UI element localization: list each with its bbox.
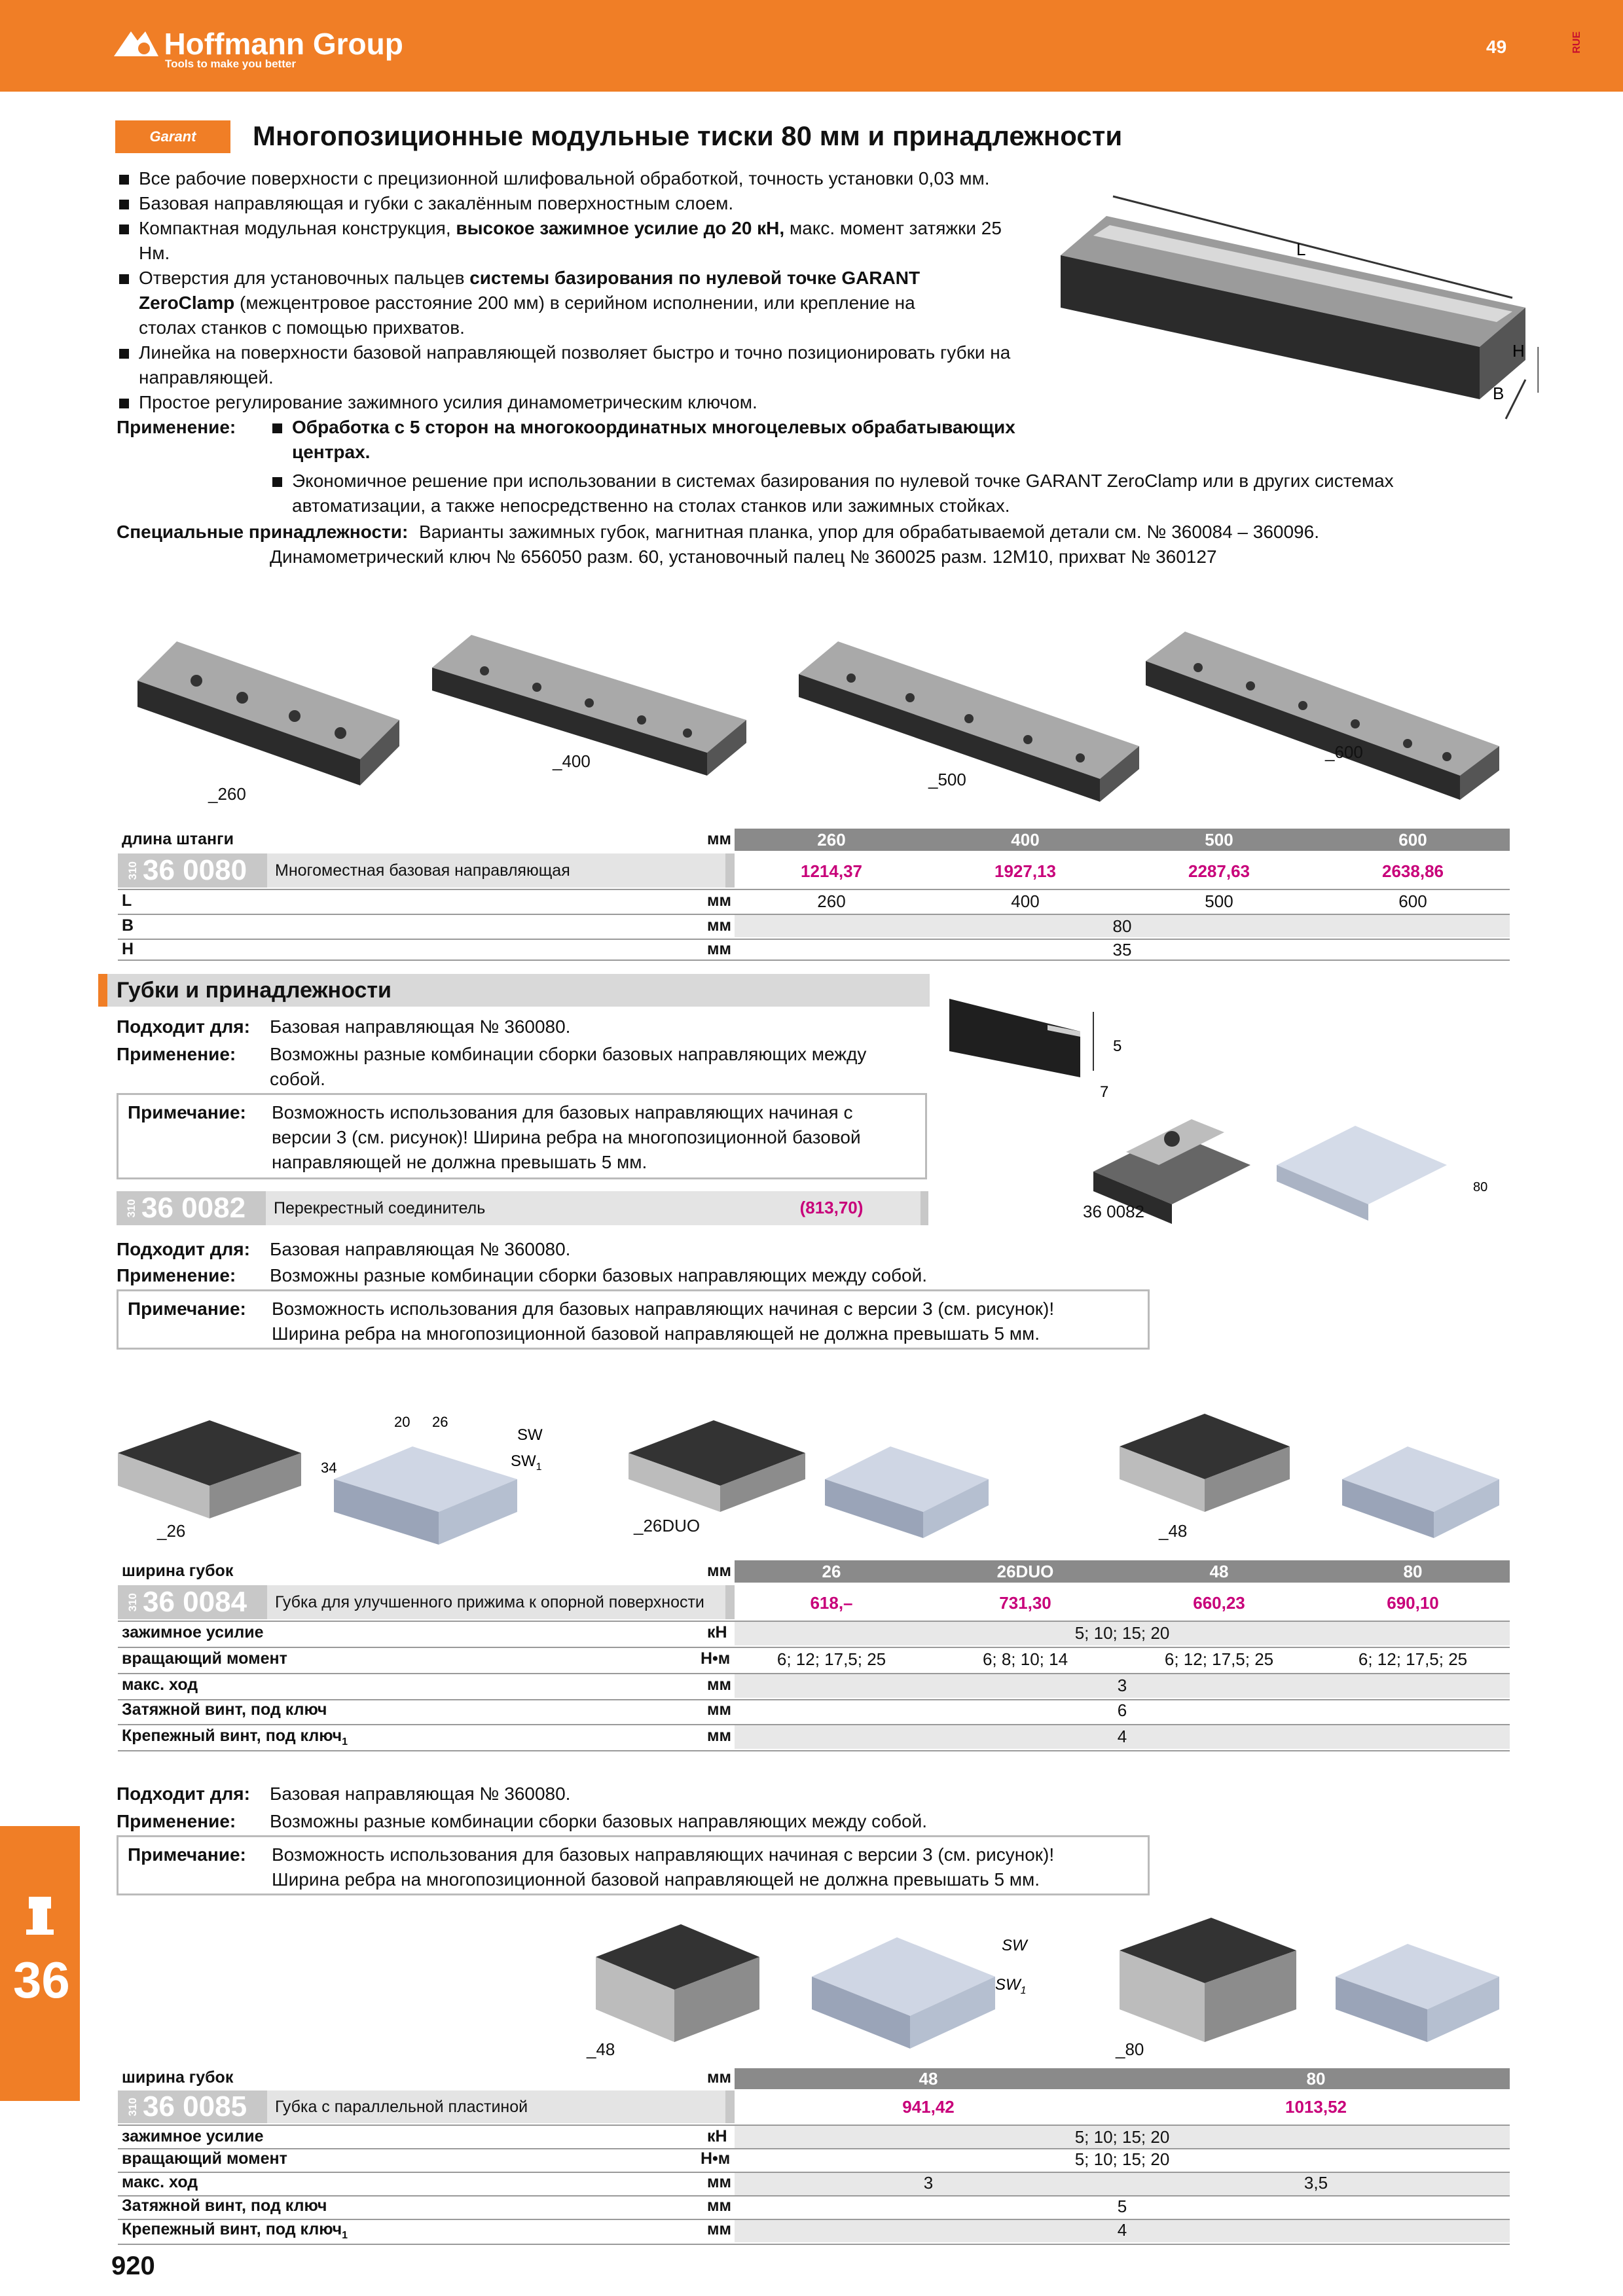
- unit: мм: [707, 2068, 731, 2087]
- article-code-box: [118, 853, 735, 888]
- unit: мм: [707, 940, 731, 958]
- cell: 80: [1112, 916, 1132, 936]
- note-box: [117, 1835, 1150, 1895]
- application-text: Возможны разные комбинации сборки базовых направляющих между собой.: [270, 1044, 867, 1089]
- unit: мм: [707, 1676, 731, 1694]
- dim-26: 26: [432, 1414, 448, 1430]
- dim-34: 34: [321, 1460, 337, 1476]
- hoffmann-logo-icon: [111, 27, 161, 60]
- dim-5: 5: [1113, 1037, 1122, 1055]
- cell: 260: [817, 891, 846, 911]
- cell: 6: [1117, 1700, 1127, 1720]
- article-prefix: 310: [126, 861, 139, 880]
- article-number: 36 0080: [143, 854, 247, 886]
- cell: 400: [1011, 891, 1040, 911]
- note-box: [117, 1289, 1150, 1350]
- cell: 4: [1117, 1727, 1127, 1746]
- row-label: макс. ход: [122, 2173, 198, 2191]
- unit: мм: [707, 891, 731, 910]
- table-360080: [118, 829, 1510, 960]
- dim-l: L: [1296, 240, 1306, 259]
- dim-h: H: [1512, 341, 1525, 361]
- note-label: Примечание:: [128, 1299, 246, 1319]
- note-text: Возможность использования для базовых направляющих начиная с версии 3 (см. рисунок)!: [272, 1844, 1055, 1865]
- feature-item: Отверстия для установочных пальцев системы базирования по нулевой точке GARANT ZeroClamp (межцентровое расстояние 200 мм) в серийном исполнении, или крепление на столах станков с помощью прихватов.: [117, 266, 968, 340]
- rail-caption: _260: [208, 784, 246, 804]
- article-prefix: 310: [126, 1592, 139, 1612]
- article-description: Многоместная базовая направляющая: [267, 853, 725, 888]
- unit: мм: [707, 2173, 731, 2191]
- price: 618,–: [810, 1593, 853, 1613]
- row-label: вращающий момент: [122, 2149, 287, 2168]
- column-header: 500: [1205, 829, 1233, 850]
- column-header: 80: [1306, 2068, 1326, 2089]
- row-label: B: [122, 916, 134, 935]
- column-header: 48: [919, 2068, 938, 2089]
- fits-text: Базовая направляющая № 360080.: [270, 1239, 571, 1259]
- price: 1214,37: [801, 861, 862, 881]
- parallel-jaw-48-drawing: [799, 1918, 1048, 2062]
- row-label: L: [122, 891, 132, 910]
- footer-page-number: 920: [111, 2251, 155, 2280]
- unit: мм: [707, 830, 731, 848]
- unit: мм: [707, 1562, 731, 1580]
- row-label: зажимное усилие: [122, 1623, 264, 1641]
- feature-item: Базовая направляющая и губки с закалённым поверхностным слоем.: [117, 191, 1053, 216]
- application-label: Применение:: [117, 1265, 236, 1285]
- note-label: Примечание:: [128, 1102, 246, 1122]
- application-text: Возможны разные комбинации сборки базовых направляющих между собой.: [270, 1811, 928, 1831]
- special-line: Варианты зажимных губок, магнитная планка, упор для обрабатываемой детали см. № 360084 – 360096.: [419, 522, 1319, 542]
- cell: 3: [1117, 1676, 1127, 1695]
- cell: 3,5: [1304, 2173, 1328, 2193]
- fits-label: Подходит для:: [117, 1784, 250, 1804]
- cell: 6; 12; 17,5; 25: [1358, 1649, 1468, 1669]
- row-label: Крепежный винт, под ключ$_1$: [122, 2220, 348, 2241]
- application-label: Применение:: [117, 417, 236, 437]
- article-number: 36 0082: [141, 1192, 246, 1224]
- price: 2638,86: [1382, 861, 1444, 881]
- column-header: 400: [1011, 829, 1040, 850]
- column-header: 260: [817, 829, 846, 850]
- application-list: [270, 415, 1394, 518]
- table-360084: [118, 1560, 1510, 1750]
- column-header: 26: [822, 1561, 841, 1581]
- table-head-label: ширина губок: [122, 1562, 234, 1580]
- special-accessories-label: Специальные принадлежности:: [117, 522, 409, 542]
- hoffmann-logo: [111, 26, 403, 71]
- feature-item: Линейка на поверхности базовой направляющей позволяет быстро и точно позиционировать губки на направляющей.: [117, 340, 1053, 390]
- image-caption: 36 0082: [1083, 1202, 1144, 1221]
- price: 2287,63: [1188, 861, 1250, 881]
- article-number: 36 0084: [143, 1586, 247, 1618]
- price: 1927,13: [994, 861, 1056, 881]
- jaw-26duo-drawing: [818, 1420, 995, 1545]
- article-code-box: [118, 1585, 735, 1619]
- dim-7: 7: [1100, 1083, 1109, 1101]
- cell: 5; 10; 15; 20: [1074, 1623, 1170, 1643]
- cell: 4: [1117, 2220, 1127, 2240]
- cell: 600: [1398, 891, 1427, 911]
- page-title: Многопозиционные модульные тиски 80 мм и принадлежности: [253, 120, 1123, 151]
- unit: мм: [707, 916, 731, 935]
- unit: кН: [707, 1623, 727, 1641]
- jaw-caption: _80: [1116, 2039, 1144, 2059]
- sw-label: SW: [517, 1426, 543, 1444]
- application-text: Возможны разные комбинации сборки базовых направляющих между собой.: [270, 1265, 928, 1285]
- unit: Н•м: [701, 1649, 731, 1668]
- cell: 500: [1205, 891, 1233, 911]
- sw1-label: $SW_1$: [511, 1452, 542, 1473]
- jaw-26duo-image: [622, 1414, 812, 1518]
- unit: мм: [707, 2220, 731, 2238]
- rail-260-image: [124, 622, 412, 805]
- column-header: 48: [1209, 1561, 1229, 1581]
- cell: 6; 8; 10; 14: [982, 1649, 1068, 1669]
- cell: 3: [923, 2173, 934, 2193]
- jaw-caption: _48: [1159, 1521, 1188, 1541]
- chapter-number: 36: [13, 1951, 70, 2009]
- brand-name: Hoffmann Group: [164, 27, 403, 61]
- parallel-jaw-80-image: [1113, 1911, 1303, 2055]
- jaw-48-image: [1113, 1407, 1296, 1525]
- application-label: Применение:: [117, 1811, 236, 1831]
- dim-20: 20: [394, 1414, 410, 1430]
- note-text: Возможность использования для базовых направляющих начиная с версии 3 (см. рисунок)!: [272, 1299, 1055, 1319]
- jaw-caption: _48: [587, 2039, 615, 2059]
- cell: 35: [1112, 940, 1132, 960]
- row-label: Крепежный винт, под ключ$_1$: [122, 1727, 348, 1748]
- table-header: [735, 829, 1510, 851]
- sw1-label: $SW_1$: [995, 1976, 1027, 1996]
- article-number: 36 0085: [143, 2090, 247, 2123]
- jaw-caption: _26: [157, 1521, 186, 1541]
- feature-item: Все рабочие поверхности с прецизионной шлифовальной обработкой, точность установки 0,03 мм.: [117, 166, 1053, 191]
- section-title: Губки и принадлежности: [98, 974, 930, 1007]
- fits-text: Базовая направляющая № 360080.: [270, 1784, 571, 1804]
- note-label: Примечание:: [128, 1844, 246, 1865]
- row-label: вращающий момент: [122, 1649, 287, 1668]
- cell: 5; 10; 15; 20: [1074, 2149, 1170, 2169]
- sw-label: SW: [1002, 1937, 1027, 1954]
- dim-b: B: [1493, 384, 1504, 403]
- unit: мм: [707, 2197, 731, 2215]
- unit: мм: [707, 1700, 731, 1719]
- article-description: Губка с параллельной пластиной: [267, 2090, 725, 2123]
- price: 690,10: [1387, 1593, 1439, 1613]
- table-header: [735, 2068, 1510, 2089]
- article-description: Перекрестный соединитель: [266, 1191, 921, 1225]
- row-label: H: [122, 940, 134, 958]
- cell: 6; 12; 17,5; 25: [776, 1649, 886, 1669]
- rail-600-image: [1139, 628, 1506, 805]
- rail-caption: _600: [1325, 742, 1363, 762]
- application-item: Обработка с 5 сторон на многокоординатных многоцелевых обрабатывающих центрах.: [270, 415, 1082, 465]
- table-header: [735, 1560, 1510, 1583]
- fits-label: Подходит для:: [117, 1016, 250, 1037]
- feature-list: [117, 166, 1053, 415]
- special-accessories: [270, 520, 1532, 569]
- unit: мм: [707, 1727, 731, 1745]
- rail-caption: _500: [928, 770, 966, 789]
- jaw-48-drawing: [1336, 1420, 1506, 1545]
- jaw-26-drawing: [321, 1407, 570, 1558]
- price: 660,23: [1193, 1593, 1245, 1613]
- feature-item: Компактная модульная конструкция, высокое зажимное усилие до 20 кН, макс. момент затяжки 25 Нм.: [117, 216, 1020, 266]
- cell: 5: [1117, 2197, 1127, 2216]
- note-text: Возможность использования для базовых направляющих начиная с версии 3 (см. рисунок)! Ширина ребра на многопозиционной базовой направляющей не должна превышать 5 мм.: [272, 1102, 861, 1172]
- base-rail-image: [1054, 183, 1539, 432]
- cell: 5; 10; 15; 20: [1074, 2127, 1170, 2147]
- column-header: 600: [1398, 829, 1427, 850]
- note-text: Ширина ребра на многопозиционной базовой направляющей не должна превышать 5 мм.: [272, 1323, 1040, 1344]
- fits-text: Базовая направляющая № 360080.: [270, 1016, 571, 1037]
- table-360085: [118, 2068, 1510, 2245]
- note-text: Ширина ребра на многопозиционной базовой направляющей не должна превышать 5 мм.: [272, 1869, 1040, 1890]
- catalog-page-number: 49: [1486, 37, 1507, 57]
- brand-tagline: Tools to make you better: [165, 58, 296, 70]
- table-head-label: ширина губок: [122, 2068, 234, 2087]
- vise-icon: [24, 1892, 56, 1937]
- article-prefix: 310: [126, 2097, 139, 2117]
- parallel-jaw-48-image: [583, 1911, 766, 2055]
- unit: Н•м: [701, 2149, 731, 2168]
- row-label: Затяжной винт, под ключ: [122, 2197, 327, 2215]
- parallel-jaw-80-drawing: [1329, 1924, 1506, 2055]
- note-box: [117, 1093, 927, 1179]
- feature-item: Простое регулирование зажимного усилия динамометрическим ключом.: [117, 390, 1053, 415]
- application-item: Экономичное решение при использовании в системах базирования по нулевой точке GARANT ZeroClamp или в других системах автоматизации, а также непосредственно на столах станков или зажимных стойках.: [270, 469, 1448, 518]
- article-code-box: [118, 2090, 735, 2123]
- row-label: макс. ход: [122, 1676, 198, 1694]
- price: 1013,52: [1285, 2097, 1347, 2117]
- cell: 6; 12; 17,5; 25: [1164, 1649, 1274, 1669]
- garant-badge: Garant: [115, 120, 230, 153]
- row-label: Затяжной винт, под ключ: [122, 1700, 327, 1719]
- price: (813,70): [799, 1198, 864, 1217]
- jaw-caption: _26DUO: [634, 1516, 701, 1535]
- table-head-label: длина штанги: [122, 830, 234, 848]
- jaw-26-image: [111, 1414, 314, 1525]
- column-header: 26DUO: [996, 1561, 1054, 1581]
- unit: кН: [707, 2127, 727, 2145]
- article-description: Губка для улучшенного прижима к опорной поверхности: [267, 1585, 725, 1619]
- article-prefix: 310: [125, 1198, 137, 1218]
- application-label: Применение:: [117, 1044, 236, 1064]
- fits-label: Подходит для:: [117, 1239, 250, 1259]
- rail-500-image: [792, 635, 1146, 805]
- special-line: Динамометрический ключ № 656050 разм. 60, установочный палец № 360025 разм. 12M10, прихват № 360127: [270, 547, 1217, 567]
- price: 731,30: [999, 1593, 1051, 1613]
- rail-caption: _400: [553, 751, 591, 771]
- row-label: зажимное усилие: [122, 2127, 264, 2145]
- dim-80: 80: [1473, 1180, 1488, 1194]
- column-header: 80: [1403, 1561, 1423, 1581]
- price: 941,42: [902, 2097, 955, 2117]
- chapter-tab: [0, 1826, 80, 2101]
- language-code: RUE: [1571, 31, 1582, 54]
